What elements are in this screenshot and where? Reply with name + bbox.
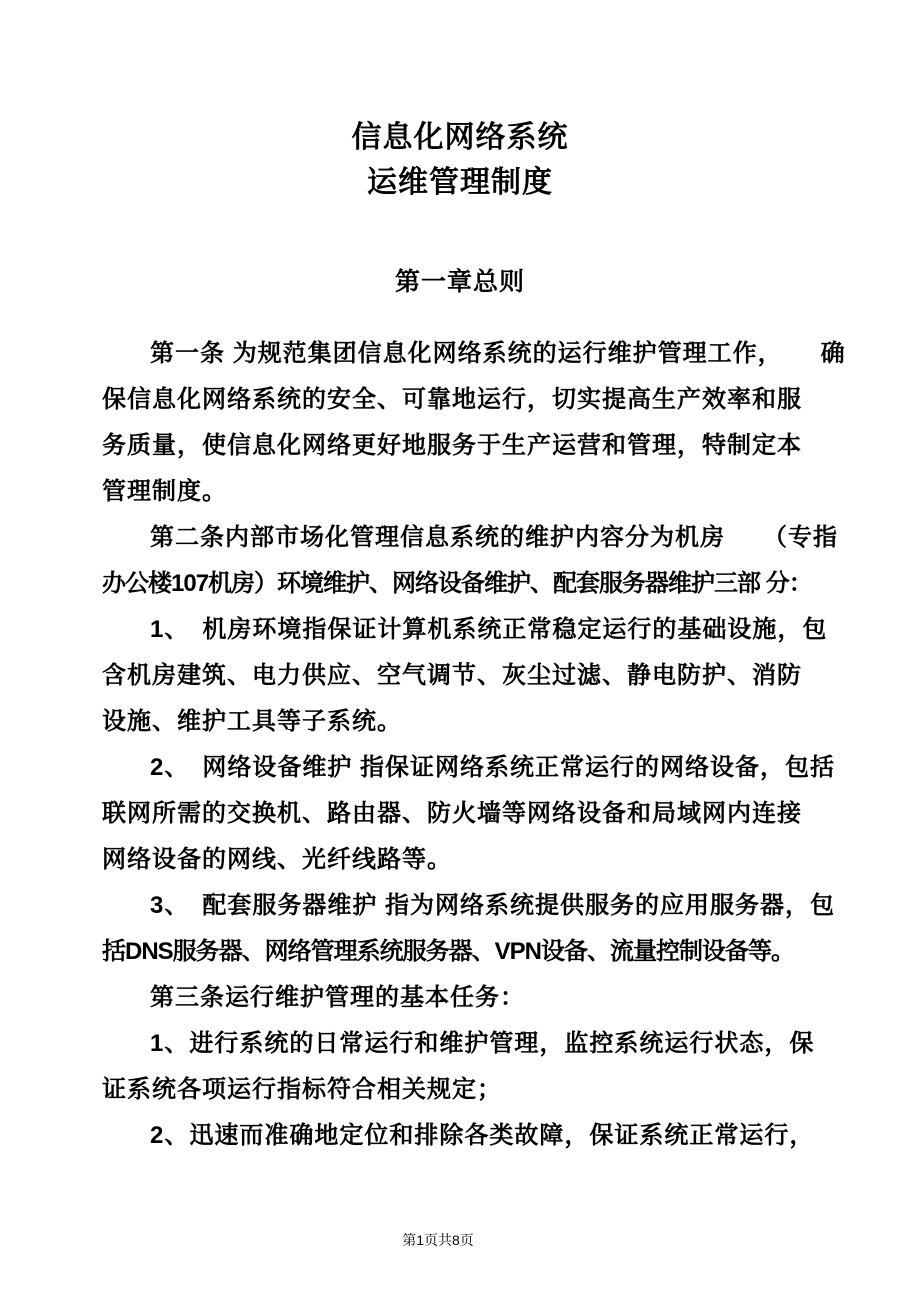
page-footer — [0, 1230, 876, 1250]
text-line: 第一条 为规范集团信息化网络系统的运行维护管理工作， 确 — [150, 340, 846, 367]
text-line: 3、 配套服务器维护 指为网络系统提供服务的应用服务器，包 — [150, 892, 836, 919]
text-line: 管理制度。 — [102, 478, 227, 505]
text-line: 办公楼107机房）环境维护、网络设备维护、配套服务器维护三部 分： — [102, 570, 812, 597]
text-line: 网络设备的网线、光纤线路等。 — [102, 846, 452, 873]
text-line: 务质量，使信息化网络更好地服务于生产运营和管理，特制定本 — [102, 432, 802, 459]
text-line: 第二条内部市场化管理信息系统的维护内容分为机房 （专指 — [150, 524, 838, 551]
text-line: 证系统各项运行指标符合相关规定； — [102, 1076, 502, 1103]
text-line: 1、 机房环境指保证计算机系统正常稳定运行的基础设施，包 — [150, 616, 828, 643]
text-line: 保信息化网络系统的安全、可靠地运行，切实提高生产效率和服 — [102, 386, 802, 413]
text-line: 第三条运行维护管理的基本任务： — [150, 984, 525, 1011]
document-title — [100, 115, 820, 205]
text-line: 1、进行系统的日常运行和维护管理，监控系统运行状态，保 — [150, 1030, 815, 1057]
document-body — [102, 331, 846, 1159]
text-line: 括DNS服务器、网络管理系统服务器、VPN设备、流量控制设备等。 — [102, 938, 795, 965]
chapter-heading: 第一章总则 — [394, 268, 525, 296]
text-line: 2、 网络设备维护 指保证网络系统正常运行的网络设备，包括 — [150, 754, 836, 781]
text-line: 2、迅速而准确地定位和排除各类故障，保证系统正常运行， — [150, 1122, 815, 1149]
text-line: 含机房建筑、电力供应、空气调节、灰尘过滤、静电防护、消防 — [102, 662, 802, 689]
page-number-label: 第1页共8页 — [402, 1232, 474, 1248]
text-line: 设施、维护工具等子系统。 — [102, 708, 402, 735]
title-line: 运维管理制度 — [367, 166, 553, 199]
text-line: 联网所需的交换机、路由器、防火墙等网络设备和局域网内连接 — [102, 800, 802, 827]
title-line: 信息化网络系统 — [351, 121, 569, 154]
